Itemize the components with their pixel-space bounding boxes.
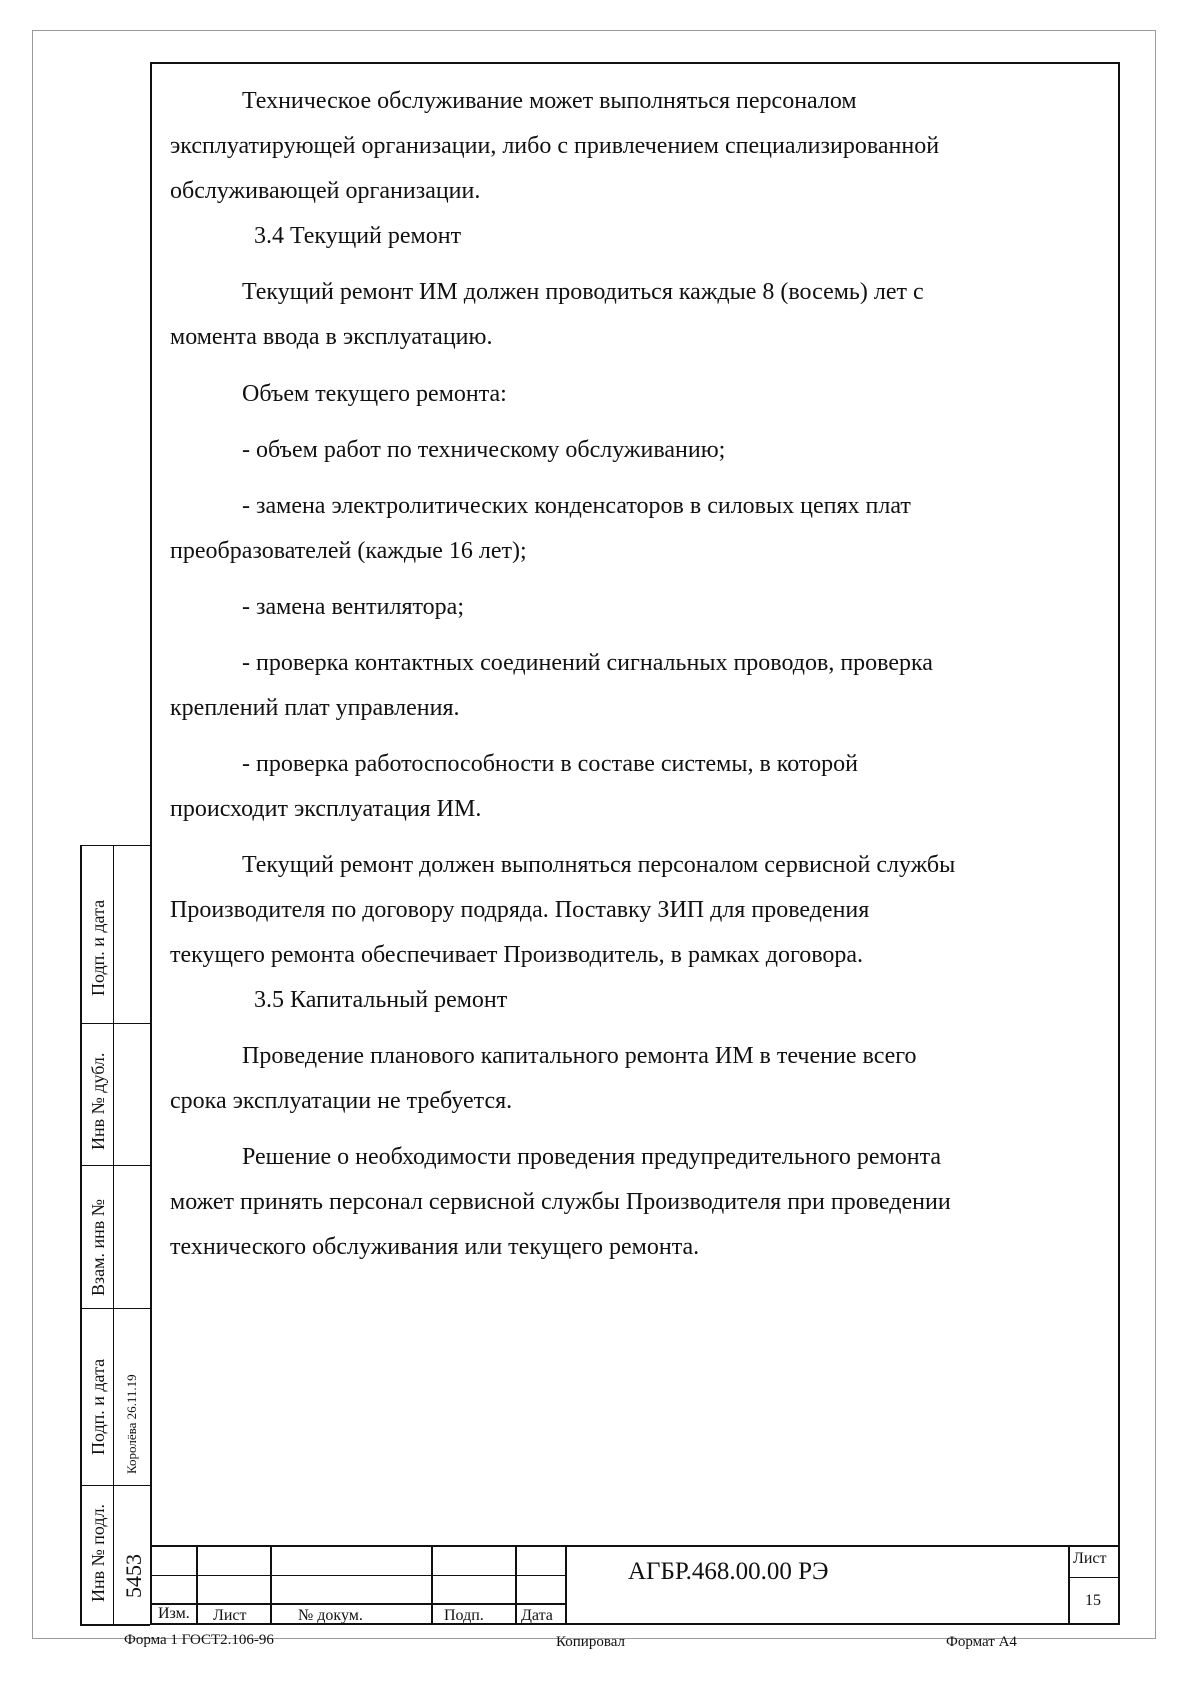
list-item-continuation: креплений плат управления.	[170, 695, 460, 721]
sheet-label: Лист	[1073, 1550, 1107, 1567]
label-podp-data-1: Подп. и дата	[88, 899, 108, 996]
list-item: - проверка контактных соединений сигнальных проводов, проверка	[242, 650, 933, 676]
strip-row-line	[80, 1485, 150, 1486]
paragraph-line: технического обслуживания или текущего ремонта.	[170, 1234, 700, 1260]
col-doc-num: № докум.	[298, 1607, 363, 1624]
paragraph-line: Объем текущего ремонта:	[242, 381, 507, 407]
paragraph-line: текущего ремонта обеспечивает Производитель, в рамках договора.	[170, 942, 864, 968]
col-data: Дата	[521, 1607, 553, 1624]
document-code: АГБР.468.00.00 РЭ	[628, 1558, 829, 1585]
strip-row-line	[80, 1165, 150, 1166]
title-block-col-line	[565, 1545, 567, 1625]
col-list: Лист	[213, 1607, 247, 1624]
paragraph-line: может принять персонал сервисной службы Производителя при проведении	[170, 1189, 951, 1215]
list-item-continuation: происходит эксплуатация ИМ.	[170, 796, 482, 822]
col-izm: Изм.	[158, 1605, 190, 1622]
signature-date: Королёва 26.11.19	[124, 1374, 139, 1474]
sheet-cell-line	[1068, 1577, 1120, 1578]
list-item-continuation: преобразователей (каждые 16 лет);	[170, 538, 527, 564]
title-block-row-line	[150, 1575, 565, 1576]
footer-form: Форма 1 ГОСТ2.106-96	[124, 1632, 274, 1648]
strip-row-line	[80, 1624, 150, 1626]
strip-row-line	[80, 845, 150, 846]
title-block-top-line	[150, 1545, 1120, 1547]
strip-border-left	[80, 845, 82, 1625]
paragraph-line: момента ввода в эксплуатацию.	[170, 324, 493, 350]
paragraph-line: эксплуатирующей организации, либо с привлечением специализированной	[170, 133, 940, 159]
section-heading-3-4: 3.4 Текущий ремонт	[254, 223, 462, 249]
paragraph-line: Текущий ремонт ИМ должен проводиться каждые 8 (восемь) лет с	[242, 279, 924, 305]
paragraph-line: Производителя по договору подряда. Поставку ЗИП для проведения	[170, 897, 870, 923]
strip-row-line	[80, 1023, 150, 1024]
paragraph-line: обслуживающей организации.	[170, 178, 481, 204]
paragraph-line: срока эксплуатации не требуется.	[170, 1088, 513, 1114]
list-item: - проверка работоспособности в составе системы, в которой	[242, 751, 858, 777]
strip-divider	[113, 845, 114, 1625]
section-heading-3-5: 3.5 Капитальный ремонт	[254, 987, 508, 1013]
title-block-col-line	[431, 1545, 433, 1625]
strip-row-line	[80, 1308, 150, 1309]
label-vzam-inv: Взам. инв №	[88, 1199, 108, 1296]
paragraph-line: Проведение планового капитального ремонта ИМ в течение всего	[242, 1043, 917, 1069]
sheet-number: 15	[1085, 1592, 1101, 1609]
list-item: - замена электролитических конденсаторов в силовых цепях плат	[242, 493, 911, 519]
list-item: - объем работ по техническому обслуживанию;	[242, 437, 726, 463]
label-inv-dubl: Инв № дубл.	[88, 1052, 108, 1150]
list-item: - замена вентилятора;	[242, 594, 464, 620]
paragraph-line: Техническое обслуживание может выполняться персоналом	[242, 88, 857, 114]
label-podp-data-2: Подп. и дата	[88, 1358, 108, 1455]
title-block-col-line	[196, 1545, 198, 1625]
footer-format: Формат А4	[946, 1634, 1017, 1650]
paragraph-line: Решение о необходимости проведения предупредительного ремонта	[242, 1144, 942, 1170]
inv-podl-value: 5453	[121, 1554, 146, 1598]
label-inv-podl: Инв № подл.	[88, 1503, 108, 1602]
col-podp: Подп.	[444, 1607, 484, 1624]
footer-copied: Копировал	[556, 1634, 625, 1650]
paragraph-line: Текущий ремонт должен выполняться персоналом сервисной службы	[242, 852, 956, 878]
title-block-row-line	[150, 1603, 565, 1605]
title-block-col-line	[515, 1545, 517, 1625]
title-block-col-line	[270, 1545, 272, 1625]
title-block-col-line	[1068, 1545, 1070, 1625]
